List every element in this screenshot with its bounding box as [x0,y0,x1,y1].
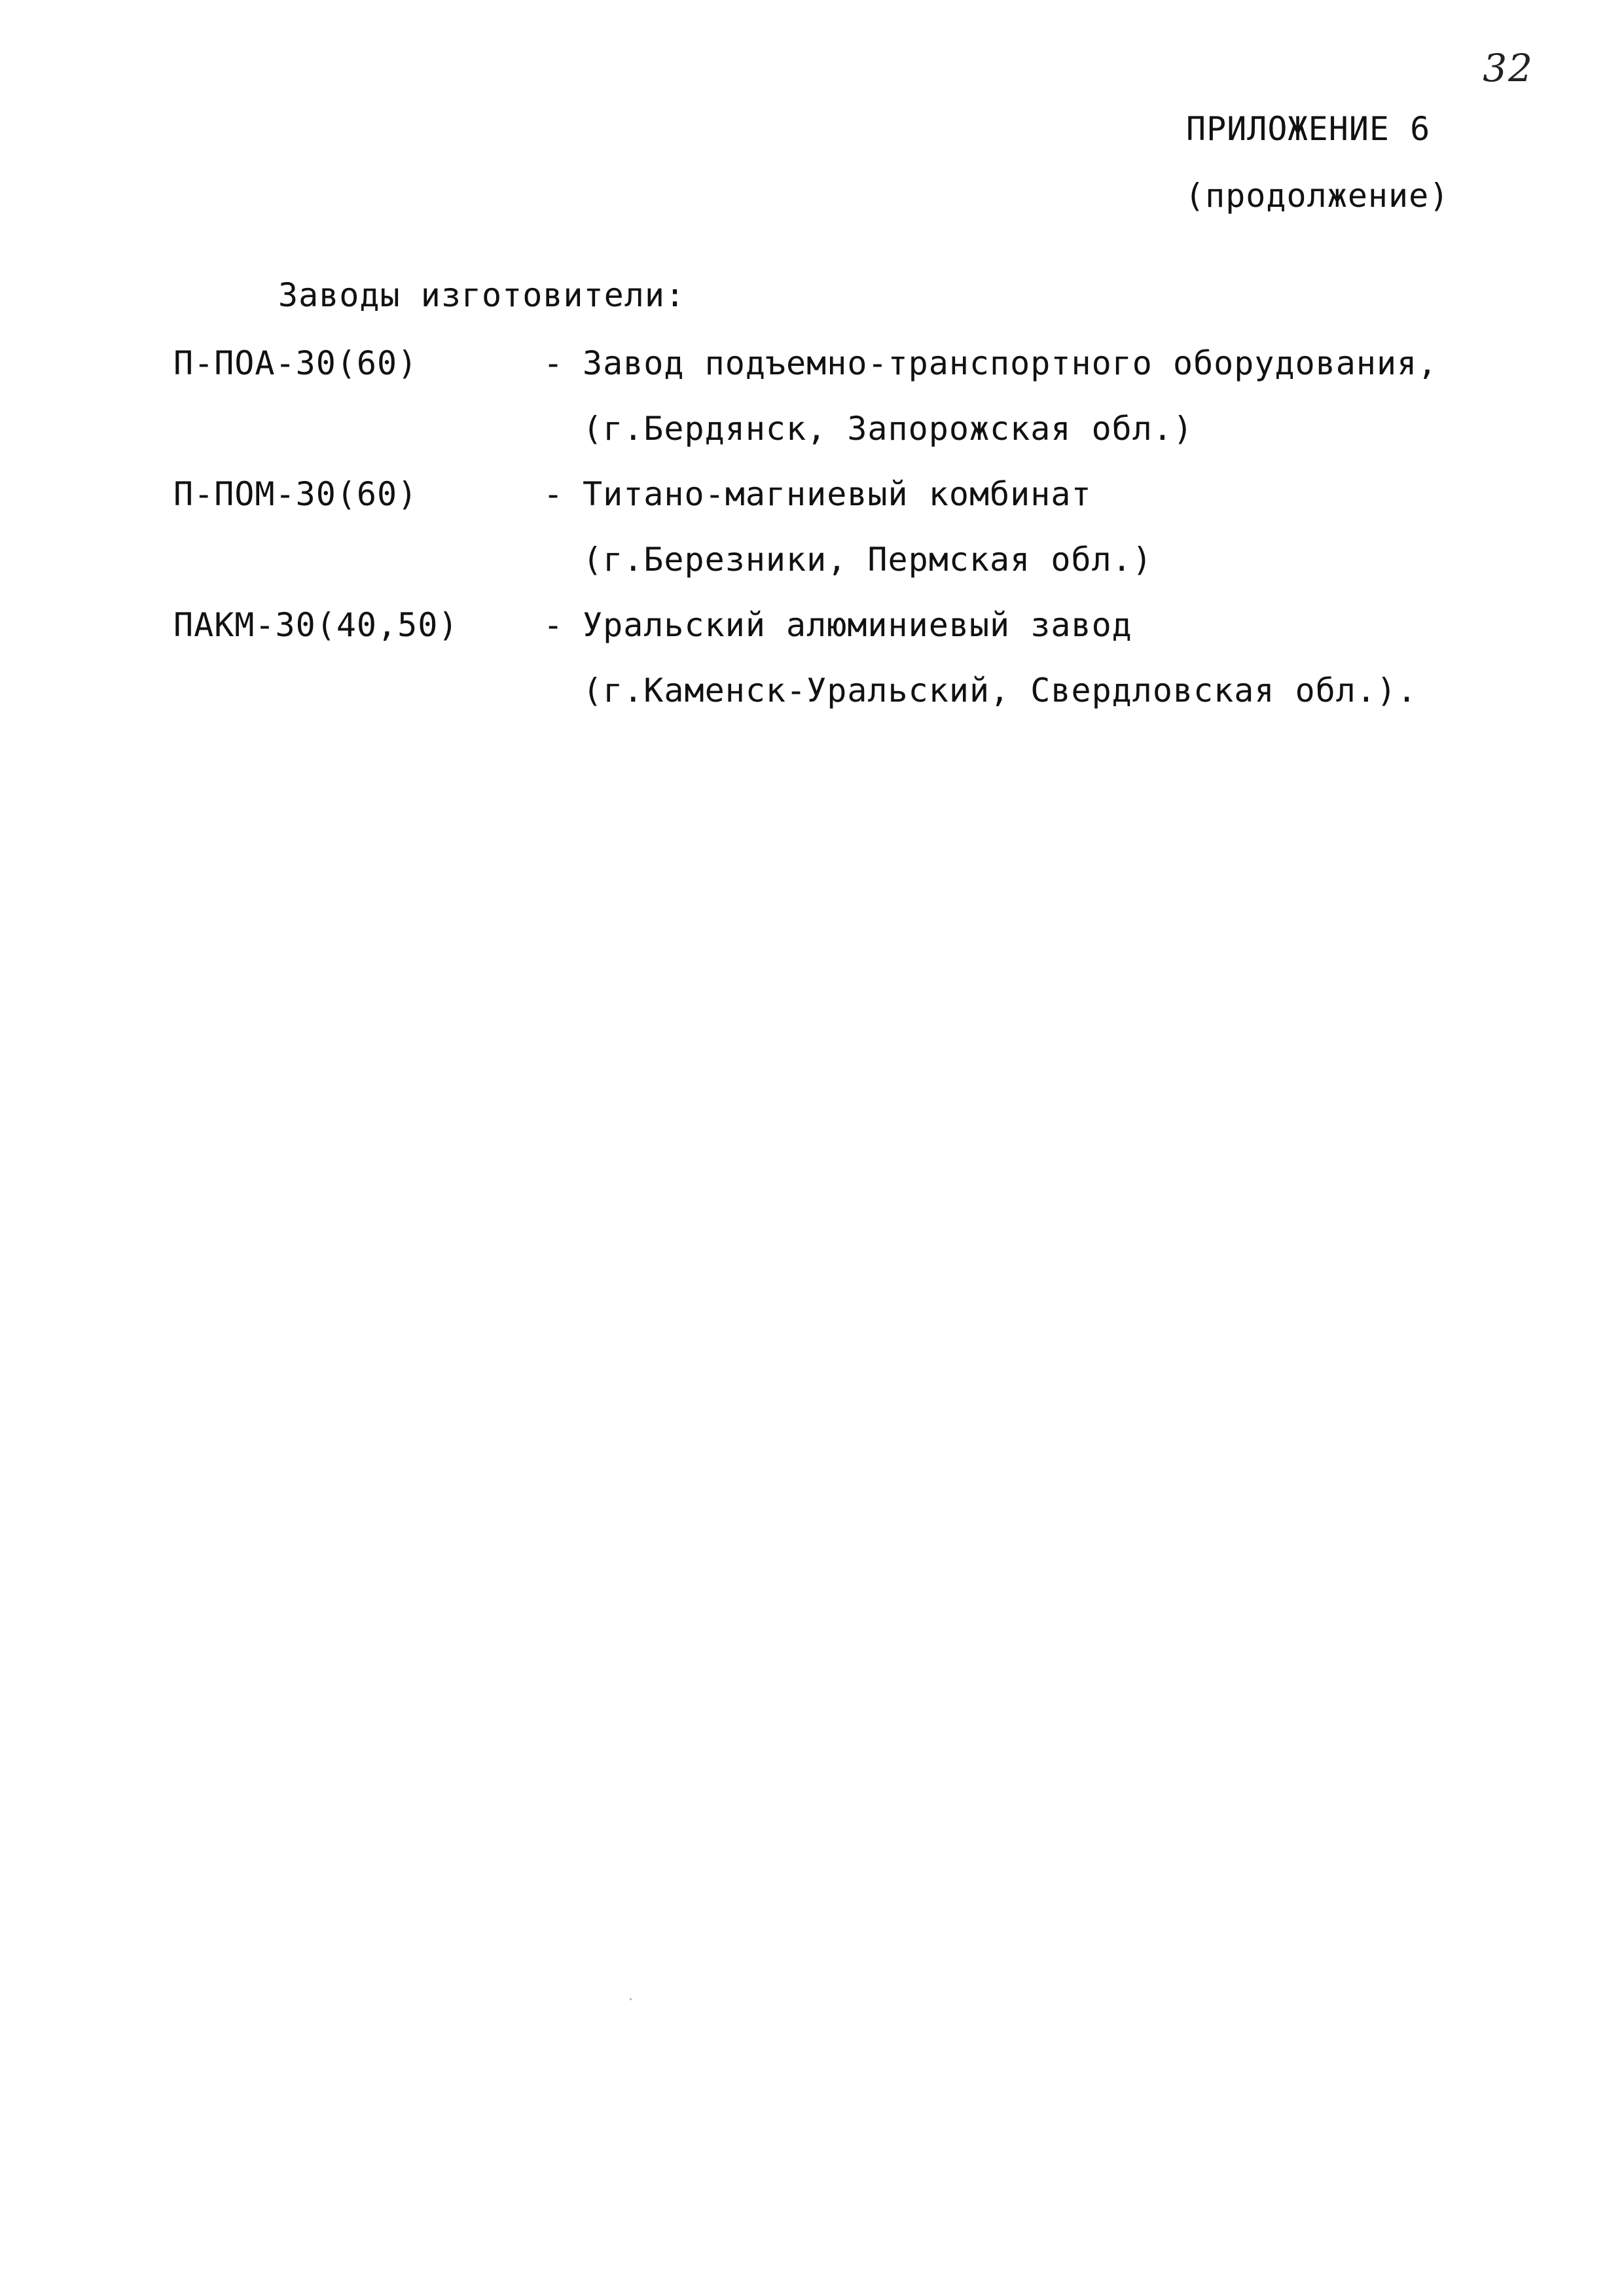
scan-speck [630,1998,632,2000]
plant-location: (г.Березники, Пермская обл.) [583,541,1153,579]
plant-name: Титано-магниевый комбинат [583,475,1092,513]
section-heading: Заводы изготовители: [278,276,686,314]
entry-dash: - [543,344,564,382]
appendix-subtitle: (продолжение) [1185,177,1450,215]
plant-location: (г.Каменск-Уральский, Свердловская обл.). [583,672,1418,709]
appendix-title: ПРИЛОЖЕНИЕ 6 [1186,110,1431,148]
plant-location: (г.Бердянск, Запорожская обл.) [583,410,1194,448]
equipment-code: П-ПОА-30(60) [173,344,418,382]
equipment-code: ПАКМ-30(40,50) [173,606,459,644]
equipment-code: П-ПОМ-30(60) [173,475,418,513]
plant-name: Уральский алюминиевый завод [583,606,1132,644]
plant-name: Завод подъемно-транспортного оборудования, [583,344,1438,382]
entry-dash: - [543,606,564,644]
page-number: 32 [1483,46,1534,90]
entry-dash: - [543,475,564,513]
